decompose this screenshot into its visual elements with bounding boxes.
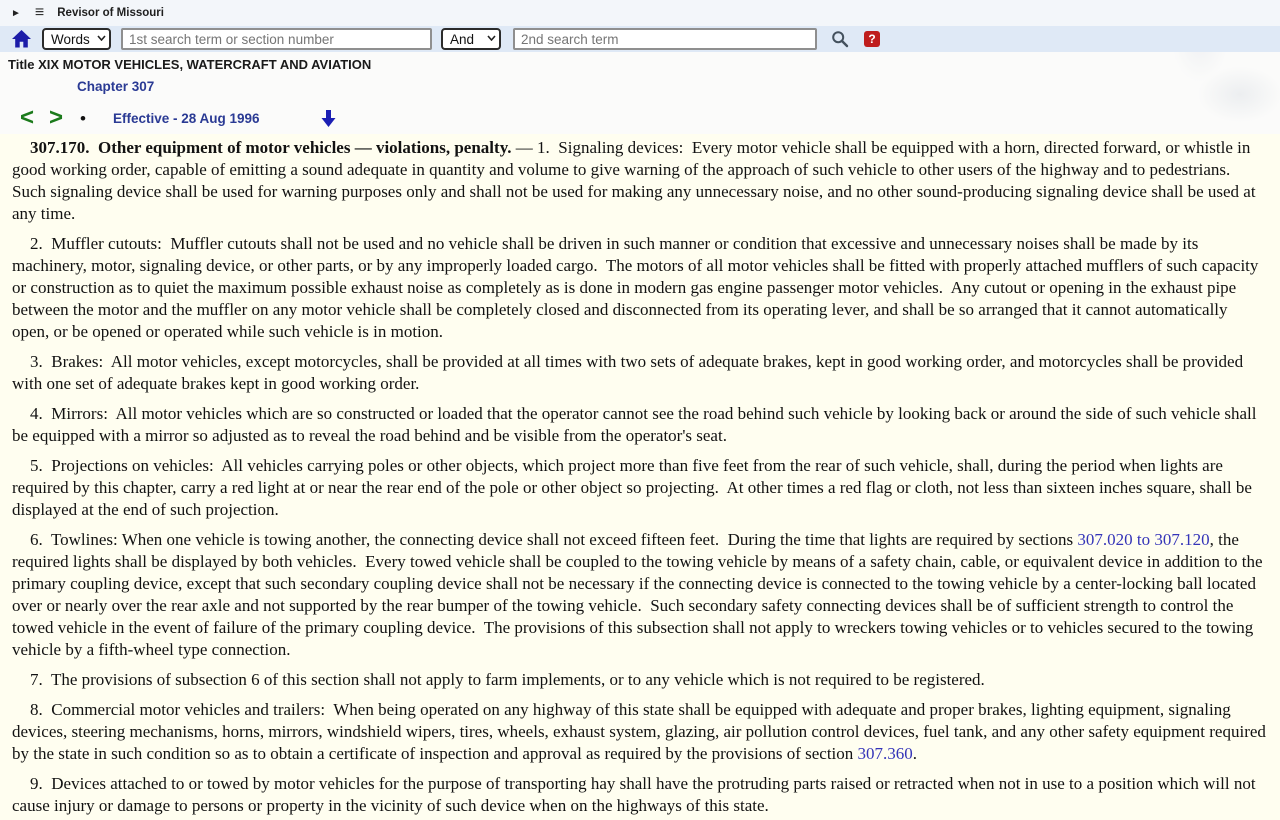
app-title[interactable]: Revisor of Missouri xyxy=(57,7,164,19)
statute-paragraph xyxy=(12,529,1268,661)
search-term-1-input[interactable] xyxy=(121,28,432,50)
statute-text: . xyxy=(912,744,918,763)
statute-text: 8. Commercial motor vehicles and trailers: When being operated on any highway of this state shall be equipped with adequate and proper brakes, lighting equipment, signaling devices, steering mechanisms, horns, mirrors, windshield wipers, tires, wheels, exhaust system, glazing, air pollution control devices, fuel tank, and any other safety equipment required by the state in such condition so as to obtain a certificate of inspection and approval as required by the provisions of section xyxy=(12,700,1271,763)
previous-section-button[interactable]: < xyxy=(20,104,35,131)
search-term-2-input[interactable] xyxy=(513,28,817,50)
statute-text: 4. Mirrors: All motor vehicles which are so constructed or loaded that the operator cannot see the road behind such vehicle by looking back or around the side of such vehicle shall be equipped with a mirror so adjusted as to reveal the road behind and be visible from the operator's seat. xyxy=(12,404,1261,445)
statute-body xyxy=(0,134,1280,817)
search-bar xyxy=(0,26,1280,52)
statute-paragraph xyxy=(12,699,1271,765)
statute-text: 7. The provisions of subsection 6 of this section shall not apply to farm implements, or to any vehicle which is not required to be registered. xyxy=(30,670,985,689)
page-header xyxy=(0,0,1280,134)
statute-text: , the required lights shall be displayed by both vehicles. Every towed vehicle shall be coupled to the towing vehicle by means of a safety chain, cable, or equivalent device in addition to the primary coupling device, except that such secondary coupling device shall not be necessary if the connecting device is connected to the towing vehicle by a center-locking ball located over or nearly over the rear axle and not supported by the rear bumper of the towing vehicle. Such secondary safety connecting devices shall be of sufficient strength to control the towed vehicle in the event of failure of the primary coupling device. The provisions of this subsection shall not apply to wreckers towing vehicles or to vehicles secured to the towing vehicle by a fifth-wheel type connection. xyxy=(12,530,1267,659)
statute-paragraph xyxy=(12,455,1268,521)
statute-paragraph xyxy=(12,669,1268,691)
statute-text: 3. Brakes: All motor vehicles, except motorcycles, shall be provided at all times with two sets of adequate brakes, kept in good working order, and motorcycles shall be provided with one set of adequate brakes kept in good working order. xyxy=(12,352,1248,393)
statute-paragraph xyxy=(12,137,1268,225)
statute-paragraph xyxy=(12,773,1268,817)
down-arrow-icon[interactable] xyxy=(320,109,337,128)
next-section-button[interactable]: > xyxy=(49,104,64,131)
statute-cross-reference-link[interactable]: 307.360 xyxy=(857,744,913,763)
statute-text: 5. Projections on vehicles: All vehicles carrying poles or other objects, which project more than five feet from the rear of such vehicle, shall, during the period when lights are required by this chapter, carry a red light at or near the rear end of the pole or other object so projecting. At other times a red flag or cloth, not less than sixteen inches square, shall be displayed at the end of such projection. xyxy=(12,456,1257,519)
statute-text: — 1. Signaling devices: Every motor vehicle shall be equipped with a horn, directed forward, or whistle in good working order, capable of emitting a sound adequate in quantity and volume to give warning of the approach of such vehicle to other users of the highway and to pedestrians. Such signaling device shall be used for warning purposes only and shall not be used for making any unnecessary noise, and no other sound-producing signaling device shall be used at any time. xyxy=(12,138,1260,223)
down-arrow-glyph xyxy=(320,109,337,128)
hamburger-menu-icon[interactable]: ≡ xyxy=(34,4,45,21)
caret-right-icon[interactable]: ► xyxy=(11,7,21,19)
statute-text: 9. Devices attached to or towed by motor vehicles for the purpose of transporting hay shall have the protruding parts raised or retracted when not in use to a position which will not cause injury or damage to persons or property in the vicinity of such device when on the highways of this state. xyxy=(12,774,1260,815)
statute-cross-reference-link[interactable]: 307.020 to 307.120 xyxy=(1077,530,1210,549)
menu-bar xyxy=(0,0,1280,26)
effective-date-label: Effective - 28 Aug 1996 xyxy=(112,110,260,126)
bullet-icon: • xyxy=(80,108,86,128)
search-operator-select[interactable] xyxy=(441,28,501,50)
statute-section-heading: 307.170. Other equipment of motor vehicles — violations, penalty. xyxy=(30,138,512,157)
section-nav xyxy=(20,102,1280,134)
statute-paragraph xyxy=(12,403,1268,447)
home-icon-glyph xyxy=(11,29,32,49)
statute-paragraph xyxy=(12,233,1268,343)
help-icon[interactable]: ? xyxy=(864,31,880,47)
title-heading: Title XIX MOTOR VEHICLES, WATERCRAFT AND AVIATION xyxy=(8,57,372,72)
search-mode-select[interactable] xyxy=(42,28,111,50)
statute-paragraph xyxy=(12,351,1268,395)
search-icon[interactable] xyxy=(831,30,849,48)
statute-text: 2. Muffler cutouts: Muffler cutouts shall not be used and no vehicle shall be driven in such manner or condition that excessive and unnecessary noises shall be made by its machinery, motor, signaling device, or other parts, or by any improperly loaded cargo. The motors of all motor vehicles shall be fitted with properly attached mufflers of such capacity or construction as to quiet the maximum possible exhaust noise as completely as is done in modern gas engine passenger motor vehicles. Any cutout or opening in the exhaust pipe between the motor and the muffler on any motor vehicle shall be completely closed and disconnected from its operating lever, and shall be so arranged that it cannot automatically open, or be opened or operated while such vehicle is in motion. xyxy=(12,234,1263,341)
statute-text: 6. Towlines: When one vehicle is towing another, the connecting device shall not exceed fifteen feet. During the time that lights are required by sections xyxy=(30,530,1078,549)
chapter-link[interactable]: Chapter 307 xyxy=(77,79,155,94)
magnifier-glyph xyxy=(831,30,849,48)
home-icon[interactable] xyxy=(11,29,32,49)
